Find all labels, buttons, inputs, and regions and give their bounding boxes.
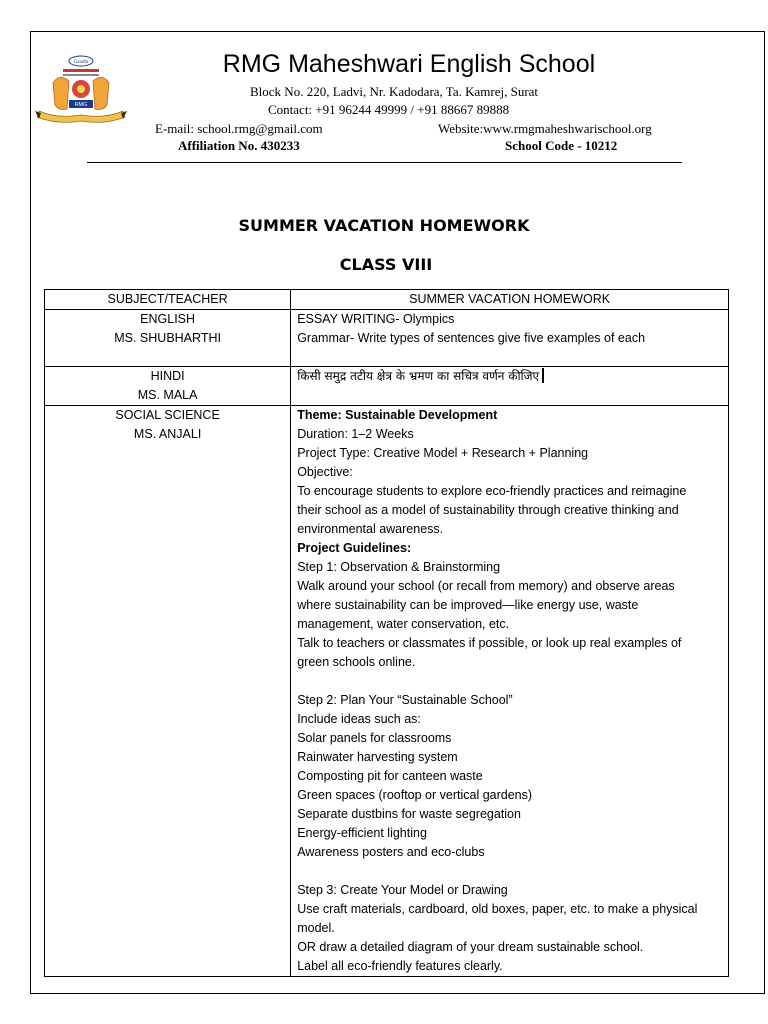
table-row-hindi (45, 367, 729, 406)
header-subject-teacher: SUBJECT/TEACHER (45, 290, 291, 310)
project-theme: Theme: Sustainable Development (297, 408, 498, 422)
header-divider (87, 162, 682, 163)
step3-line: Use craft materials, cardboard, old boxes, paper, etc. to make a physical (297, 902, 698, 916)
affiliation-number: Affiliation No. 430233 (178, 138, 300, 153)
step3-line: model. (297, 921, 335, 935)
step2-line: Step 2: Plan Your “Sustainable School” (297, 693, 513, 707)
step1-line: where sustainability can be improved—like energy use, waste (297, 598, 639, 612)
svg-text:Gandhi: Gandhi (73, 60, 89, 65)
objective-label: Objective: (297, 465, 353, 479)
school-website: Website:www.rmgmaheshwarischool.org (438, 121, 652, 136)
english-subject-cell (45, 310, 291, 367)
school-name: RMG Maheshwari English School (222, 50, 596, 78)
guidelines-label: Project Guidelines: (297, 541, 412, 555)
text-cursor (542, 368, 544, 383)
step2-line: Energy-efficient lighting (297, 826, 427, 840)
school-email: E-mail: school.rmg@gmail.com (155, 121, 323, 136)
social-subject-cell (45, 406, 291, 977)
logo-text: RMG (74, 102, 88, 108)
project-duration: Duration: 1–2 Weeks (297, 427, 414, 441)
table-row-social-science (45, 406, 729, 977)
hindi-subject-cell (45, 367, 291, 406)
blank-line (297, 672, 728, 691)
school-contact: Contact: +91 96244 49999 / +91 88667 89888 (268, 102, 510, 117)
step1-line: Step 1: Observation & Brainstorming (297, 560, 501, 574)
step2-line: Solar panels for classrooms (297, 731, 452, 745)
step3-line: OR draw a detailed diagram of your dream sustainable school. (297, 940, 644, 954)
hindi-homework-text: किसी समुद्र तटीय क्षेत्र के भ्रमण का सचित्र वर्णन कीजिए (297, 367, 728, 386)
step1-line: Walk around your school (or recall from memory) and observe areas (297, 579, 675, 593)
english-subject: ENGLISH (140, 312, 196, 326)
step3-line: Step 3: Create Your Model or Drawing (297, 883, 508, 897)
objective-line: their school as a model of sustainability through creative thinking and (297, 503, 679, 517)
step2-line: Awareness posters and eco-clubs (297, 845, 485, 859)
step2-line: Composting pit for canteen waste (297, 769, 483, 783)
social-teacher: MS. ANJALI (133, 427, 202, 441)
hindi-subject: HINDI (150, 369, 185, 383)
step3-line: Label all eco-friendly features clearly. (297, 959, 503, 973)
step2-line: Separate dustbins for waste segregation (297, 807, 521, 821)
social-homework-cell (291, 406, 729, 977)
blank-line (297, 862, 728, 881)
social-subject: SOCIAL SCIENCE (115, 408, 220, 422)
step2-line: Green spaces (rooftop or vertical gardens) (297, 788, 533, 802)
hindi-teacher: MS. MALA (137, 388, 198, 402)
table-row-english (45, 310, 729, 367)
class-title: CLASS VIII (339, 255, 433, 274)
homework-table (44, 289, 729, 977)
step1-line: management, water conservation, etc. (297, 617, 510, 631)
english-line: Grammar- Write types of sentences give five examples of each (297, 331, 646, 345)
step2-line: Include ideas such as: (297, 712, 421, 726)
school-code: School Code - 10212 (505, 138, 618, 153)
step1-line: green schools online. (297, 655, 416, 669)
table-header-row (45, 290, 729, 310)
english-line: ESSAY WRITING- Olympics (297, 312, 455, 326)
objective-line: To encourage students to explore eco-friendly practices and reimagine (297, 484, 687, 498)
step1-line: Talk to teachers or classmates if possible, or look up real examples of (297, 636, 682, 650)
project-type: Project Type: Creative Model + Research + Planning (297, 446, 589, 460)
objective-line: environmental awareness. (297, 522, 444, 536)
english-homework-cell (291, 310, 729, 367)
hindi-homework-cell (291, 367, 729, 406)
school-address: Block No. 220, Ladvi, Nr. Kadodara, Ta. Kamrej, Surat (250, 84, 539, 99)
document-title: SUMMER VACATION HOMEWORK (238, 216, 530, 235)
header-homework: SUMMER VACATION HOMEWORK (291, 290, 729, 310)
english-teacher: MS. SHUBHARTHI (114, 331, 221, 345)
step2-line: Rainwater harvesting system (297, 750, 458, 764)
